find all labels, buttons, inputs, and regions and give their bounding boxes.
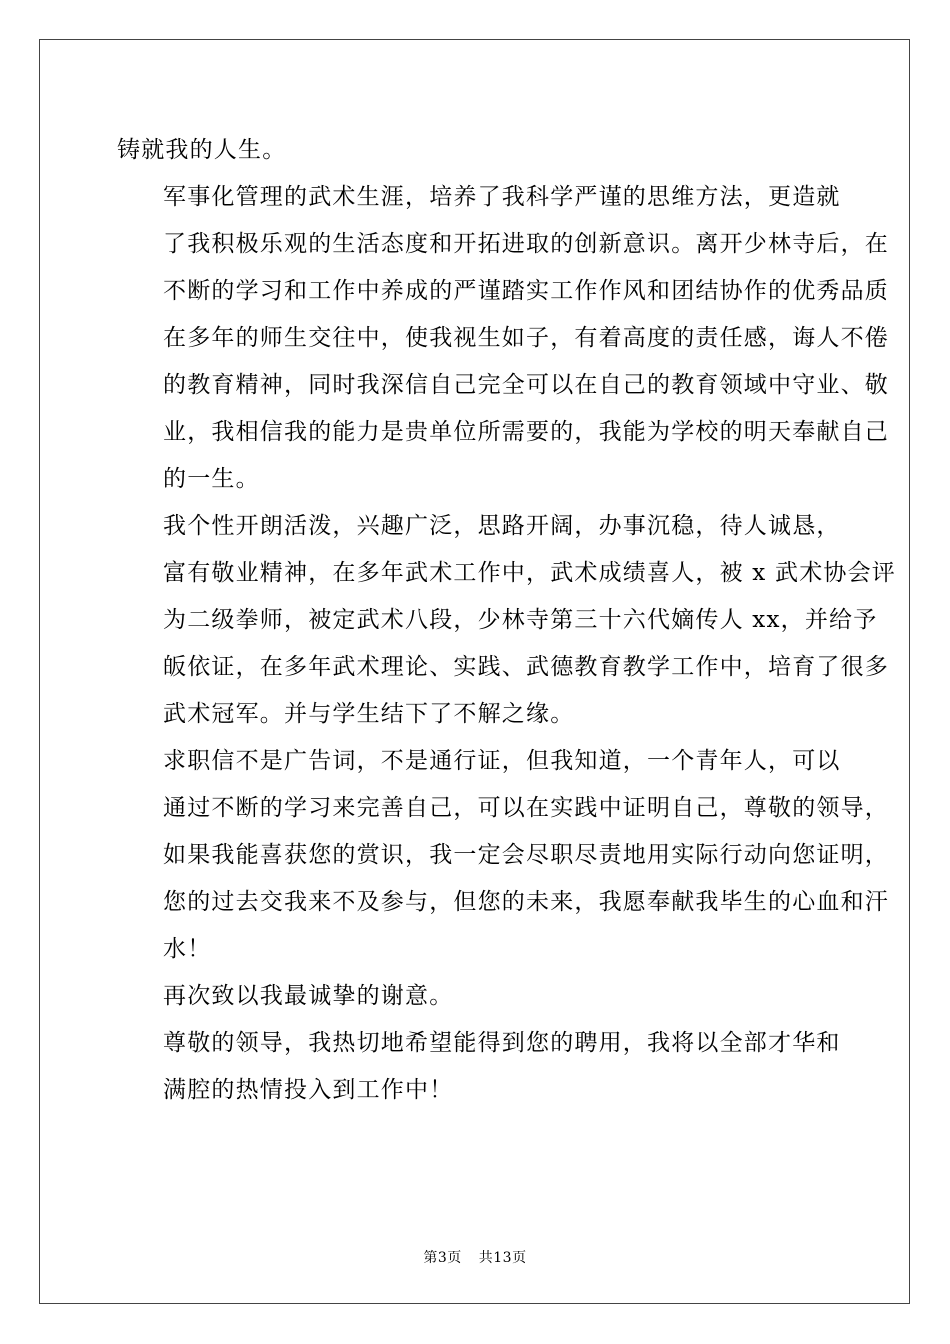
text-line: 皈依证，在多年武术理论、实践、武德教育教学工作中，培育了很多 xyxy=(163,654,889,680)
page-total: 共13页 xyxy=(478,1250,527,1266)
text-line: 的一生。 xyxy=(163,466,260,492)
paragraph-1 xyxy=(117,127,833,174)
page-number: 第3页 xyxy=(423,1250,462,1266)
page-footer xyxy=(0,1247,950,1267)
text-line: 如果我能喜获您的赏识，我一定会尽职尽责地用实际行动向您证明， xyxy=(163,842,889,868)
text-line: 的教育精神，同时我深信自己完全可以在自己的教育领域中守业、敬 xyxy=(163,372,889,398)
paragraph-2 xyxy=(117,174,889,503)
text-line: 我个性开朗活泼，兴趣广泛，思路开阔，办事沉稳，待人诚恳， xyxy=(163,513,841,539)
text-line: 通过不断的学习来完善自己，可以在实践中证明自己，尊敬的领导， xyxy=(163,795,889,821)
text-line: 尊敬的领导，我热切地希望能得到您的聘用，我将以全部才华和 xyxy=(163,1030,841,1056)
text-line: 求职信不是广告词，不是通行证，但我知道，一个青年人，可以 xyxy=(163,748,841,774)
text-line: 为二级拳师，被定武术八段，少林寺第三十六代嫡传人 xx，并给予 xyxy=(163,607,878,633)
body-text xyxy=(117,127,896,1114)
text-line: 您的过去交我来不及参与，但您的未来，我愿奉献我毕生的心血和汗 xyxy=(163,889,889,915)
text-line: 业，我相信我的能力是贵单位所需要的，我能为学校的明天奉献自己 xyxy=(163,419,889,445)
text-line: 军事化管理的武术生涯，培养了我科学严谨的思维方法，更造就 xyxy=(163,184,841,210)
text-line: 了我积极乐观的生活态度和开拓进取的创新意识。离开少林寺后，在 xyxy=(163,231,889,257)
text-line: 再次致以我最诚挚的谢意。 xyxy=(163,983,454,1009)
paragraph-3 xyxy=(117,503,896,738)
text-line: 铸就我的人生。 xyxy=(117,137,287,163)
paragraph-6 xyxy=(117,1020,841,1114)
text-line: 富有敬业精神，在多年武术工作中，武术成绩喜人，被 x 武术协会评 xyxy=(163,560,896,586)
text-line: 满腔的热情投入到工作中！ xyxy=(163,1077,454,1103)
text-line: 不断的学习和工作中养成的严谨踏实工作作风和团结协作的优秀品质 xyxy=(163,278,889,304)
text-line: 在多年的师生交往中，使我视生如子，有着高度的责任感，诲人不倦 xyxy=(163,325,889,351)
text-line: 水！ xyxy=(163,936,212,962)
text-line: 武术冠军。并与学生结下了不解之缘。 xyxy=(163,701,575,727)
paragraph-5 xyxy=(117,973,833,1020)
paragraph-4 xyxy=(117,738,889,973)
